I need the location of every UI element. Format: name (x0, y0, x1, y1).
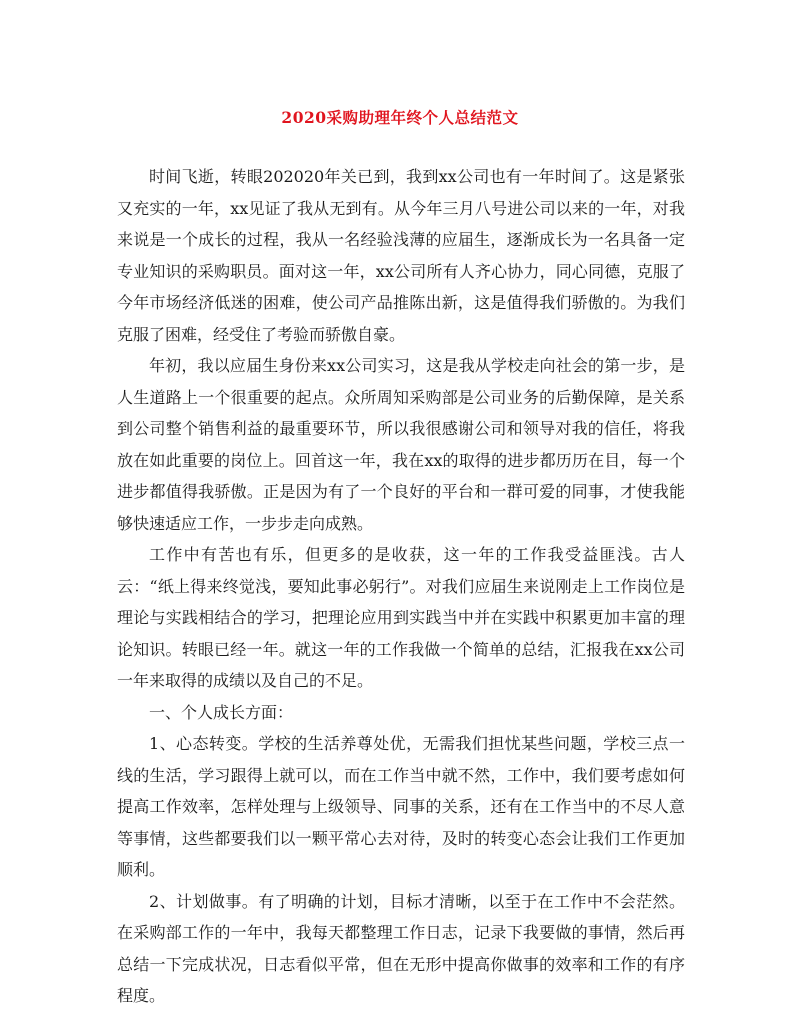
paragraph-mindset-change: 1、心态转变。学校的生活养尊处优，无需我们担忧某些问题，学校三点一线的生活，学习跟得上就可以，而在工作当中就不然，工作中，我们要考虑如何提高工作效率，怎样处理与上级领导、同事的关系，还有在工作当中的不尽人意等事情，这些都要我们以一颗平常心去对待，及时的转变心态会让我们工作更加顺利。 (117, 734, 685, 879)
paragraph-planning: 2、计划做事。有了明确的计划，目标才清晰，以至于在工作中不会茫然。在采购部工作的一年中，我每天都整理工作日志，记录下我要做的事情，然后再总结一下完成状况，日志看似平常，但在无形中提高你做事的效率和工作的有序程度。 (117, 891, 685, 1005)
section-heading-personal-growth: 一、个人成长方面： (149, 702, 294, 722)
paragraph-beginning-of-year: 年初，我以应届生身份来xx公司实习，这是我从学校走向社会的第一步，是人生道路上一个很重要的起点。众所周知采购部是公司业务的后勤保障，是关系到公司整个销售利益的最重要环节，所以我很感谢公司和领导对我的信任，将我放在如此重要的岗位上。回首这一年，我在xx的取得的进步都历历在目，每一个进步都值得我骄傲。正是因为有了一个良好的平台和一群可爱的同事，才使我能够快速适应工作，一步步走向成熟。 (117, 356, 685, 533)
paragraph-work-gains: 工作中有苦也有乐，但更多的是收获，这一年的工作我受益匪浅。古人云：“纸上得来终觉浅，要知此事必躬行”。对我们应届生来说刚走上工作岗位是理论与实践相结合的学习，把理论应用到实践当中并在实践中积累更加丰富的理论知识。转眼已经一年。就这一年的工作我做一个简单的总结，汇报我在xx公司一年来取得的成绩以及自己的不足。 (117, 545, 685, 690)
document-title: 2020采购助理年终个人总结范文 (281, 108, 519, 127)
paragraph-intro: 时间飞逝，转眼202020年关已到，我到xx公司也有一年时间了。这是紧张又充实的一年，xx见证了我从无到有。从今年三月八号进公司以来的一年，对我来说是一个成长的过程，我从一名经验浅薄的应届生，逐渐成长为一名具备一定专业知识的采购职员。面对这一年，xx公司所有人齐心协力，同心同德，克服了今年市场经济低迷的困难，使公司产品推陈出新，这是值得我们骄傲的。为我们克服了困难，经受住了考验而骄傲自豪。 (117, 167, 685, 344)
document-body (117, 161, 685, 1012)
